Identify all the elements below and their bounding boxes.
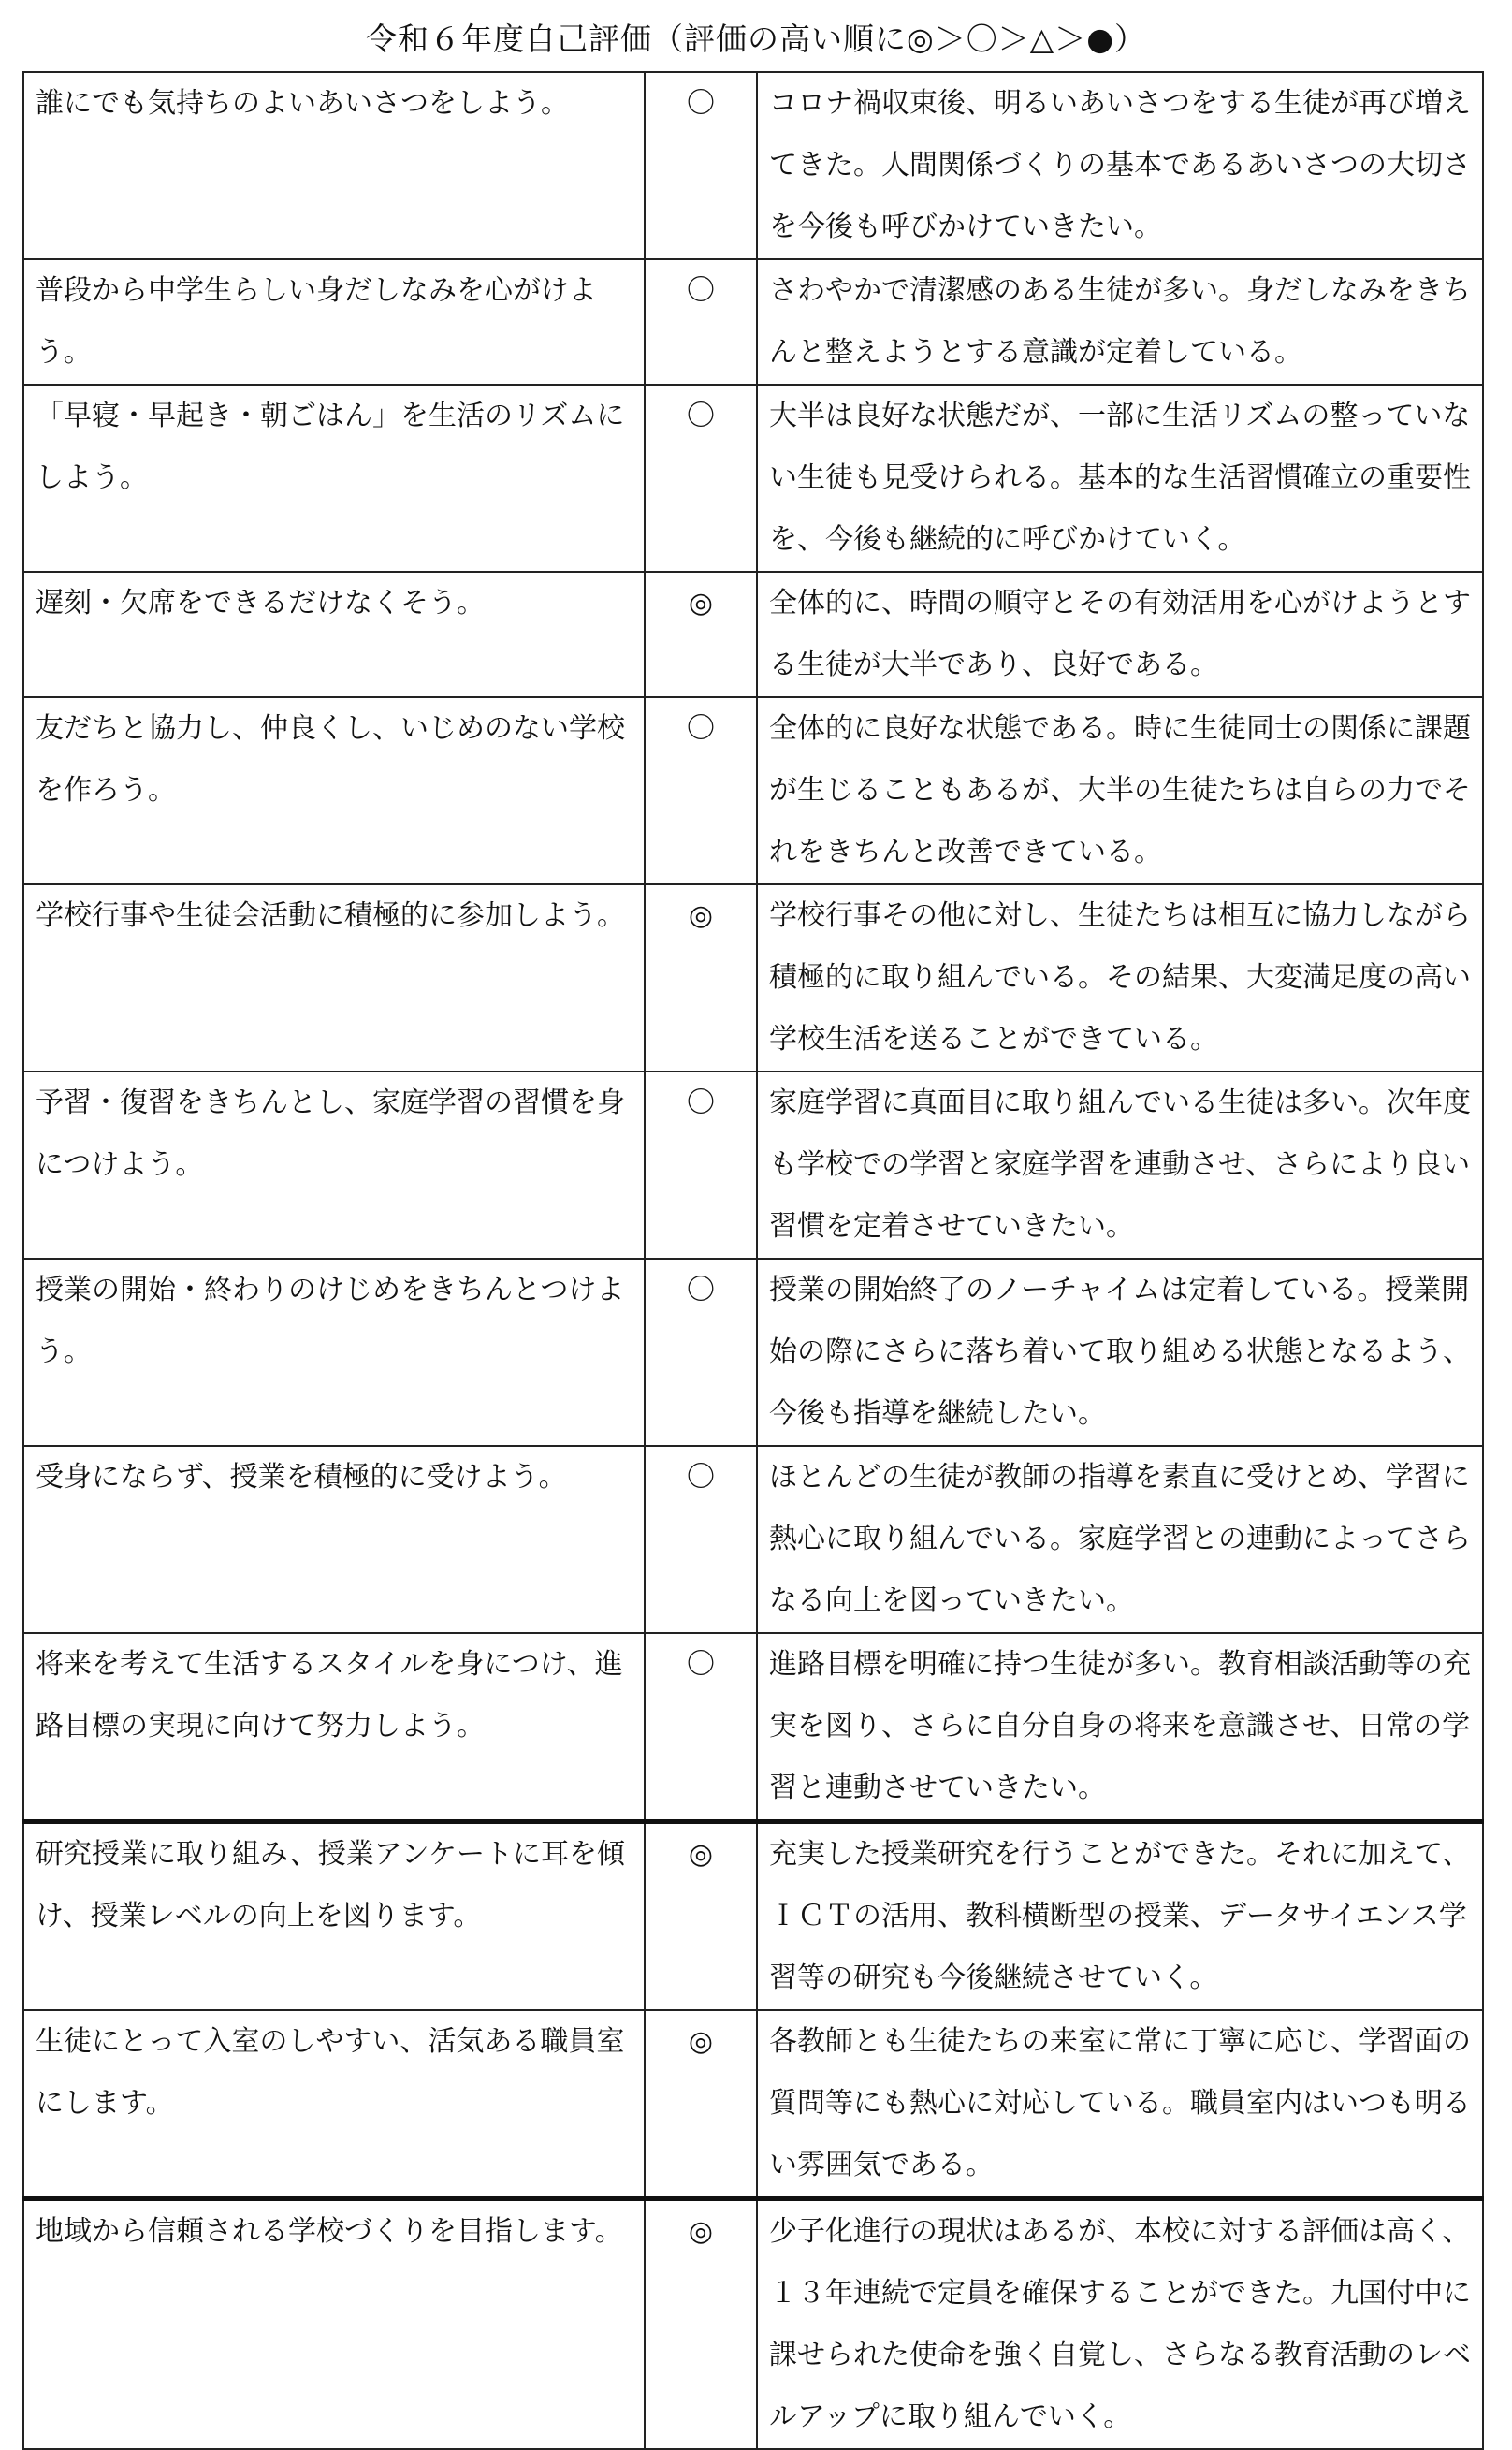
page-title: 令和６年度自己評価（評価の高い順に◎＞〇＞△＞●） [366, 21, 1146, 57]
self-evaluation-table [22, 71, 1484, 2450]
table-row [23, 385, 1483, 572]
comment-cell: 進路目標を明確に持つ生徒が多い。教育相談活動等の充実を図り、さらに自分自身の将来を意識させ、日常の学習と連動させていきたい。 [757, 1633, 1483, 1822]
rating-cell [645, 1822, 757, 2011]
table-row [23, 2010, 1483, 2199]
rating-mark: 〇 [687, 1086, 715, 1119]
rating-cell [645, 2199, 757, 2450]
rating-mark: ◎ [688, 2025, 714, 2058]
comment-cell: 充実した授業研究を行うことができた。それに加えて、ＩＣＴの活用、教科横断型の授業、データサイエンス学習等の研究も今後継続させていく。 [757, 1822, 1483, 2011]
comment-cell: 家庭学習に真面目に取り組んでいる生徒は多い。次年度も学校での学習と家庭学習を連動させ、さらにより良い習慣を定着させていきたい。 [757, 1072, 1483, 1259]
rating-cell [645, 1633, 757, 1822]
goal-cell: 誰にでも気持ちのよいあいさつをしよう。 [23, 72, 645, 259]
rating-cell [645, 259, 757, 385]
goal-cell: 研究授業に取り組み、授業アンケートに耳を傾け、授業レベルの向上を図ります。 [23, 1822, 645, 2011]
goal-cell: 将来を考えて生活するスタイルを身につけ、進路目標の実現に向けて努力しよう。 [23, 1633, 645, 1822]
table-row [23, 884, 1483, 1072]
rating-mark: 〇 [687, 1648, 715, 1681]
goal-cell: 普段から中学生らしい身だしなみを心がけよう。 [23, 259, 645, 385]
rating-mark: ◎ [688, 2215, 714, 2248]
rating-cell [645, 1072, 757, 1259]
rating-cell [645, 72, 757, 259]
comment-cell: 全体的に良好な状態である。時に生徒同士の関係に課題が生じることもあるが、大半の生徒たちは自らの力でそれをきちんと改善できている。 [757, 697, 1483, 884]
comment-cell: 授業の開始終了のノーチャイムは定着している。授業開始の際にさらに落ち着いて取り組める状態となるよう、今後も指導を継続したい。 [757, 1259, 1483, 1446]
comment-cell: 学校行事その他に対し、生徒たちは相互に協力しながら積極的に取り組んでいる。その結果、大変満足度の高い学校生活を送ることができている。 [757, 884, 1483, 1072]
rating-mark: 〇 [687, 1274, 715, 1306]
table-row [23, 697, 1483, 884]
rating-mark: ◎ [688, 1838, 714, 1871]
goal-cell: 授業の開始・終わりのけじめをきちんとつけよう。 [23, 1259, 645, 1446]
table-row [23, 1822, 1483, 2011]
goal-cell: 遅刻・欠席をできるだけなくそう。 [23, 572, 645, 697]
table-row [23, 572, 1483, 697]
table-row [23, 2199, 1483, 2450]
rating-mark: ◎ [688, 587, 714, 620]
rating-cell [645, 385, 757, 572]
rating-mark: 〇 [687, 1461, 715, 1494]
table-row [23, 1259, 1483, 1446]
rating-cell [645, 697, 757, 884]
goal-cell: 生徒にとって入室のしやすい、活気ある職員室にします。 [23, 2010, 645, 2199]
table-row [23, 259, 1483, 385]
rating-cell [645, 2010, 757, 2199]
goal-cell: 受身にならず、授業を積極的に受けよう。 [23, 1446, 645, 1633]
comment-cell: ほとんどの生徒が教師の指導を素直に受けとめ、学習に熱心に取り組んでいる。家庭学習との連動によってさらなる向上を図っていきたい。 [757, 1446, 1483, 1633]
comment-cell: 各教師とも生徒たちの来室に常に丁寧に応じ、学習面の質問等にも熱心に対応している。職員室内はいつも明るい雰囲気である。 [757, 2010, 1483, 2199]
rating-mark: 〇 [687, 274, 715, 307]
rating-mark: 〇 [687, 87, 715, 120]
rating-mark: 〇 [687, 400, 715, 432]
rating-mark: 〇 [687, 712, 715, 745]
rating-cell [645, 572, 757, 697]
comment-cell: 大半は良好な状態だが、一部に生活リズムの整っていない生徒も見受けられる。基本的な生活習慣確立の重要性を、今後も継続的に呼びかけていく。 [757, 385, 1483, 572]
comment-cell: 少子化進行の現状はあるが、本校に対する評価は高く、１３年連続で定員を確保することができた。九国付中に課せられた使命を強く自覚し、さらなる教育活動のレベルアップに取り組んでいく。 [757, 2199, 1483, 2450]
rating-cell [645, 1259, 757, 1446]
comment-cell: さわやかで清潔感のある生徒が多い。身だしなみをきちんと整えようとする意識が定着している。 [757, 259, 1483, 385]
comment-cell: 全体的に、時間の順守とその有効活用を心がけようとする生徒が大半であり、良好である。 [757, 572, 1483, 697]
rating-mark: ◎ [688, 899, 714, 932]
goal-cell: 「早寝・早起き・朝ごはん」を生活のリズムにしよう。 [23, 385, 645, 572]
table-row [23, 1633, 1483, 1822]
table-row [23, 72, 1483, 259]
goal-cell: 友だちと協力し、仲良くし、いじめのない学校を作ろう。 [23, 697, 645, 884]
comment-cell: コロナ禍収束後、明るいあいさつをする生徒が再び増えてきた。人間関係づくりの基本であるあいさつの大切さを今後も呼びかけていきたい。 [757, 72, 1483, 259]
goal-cell: 学校行事や生徒会活動に積極的に参加しよう。 [23, 884, 645, 1072]
table-row [23, 1446, 1483, 1633]
table-row [23, 1072, 1483, 1259]
goal-cell: 予習・復習をきちんとし、家庭学習の習慣を身につけよう。 [23, 1072, 645, 1259]
rating-cell [645, 1446, 757, 1633]
goal-cell: 地域から信頼される学校づくりを目指します。 [23, 2199, 645, 2450]
rating-cell [645, 884, 757, 1072]
